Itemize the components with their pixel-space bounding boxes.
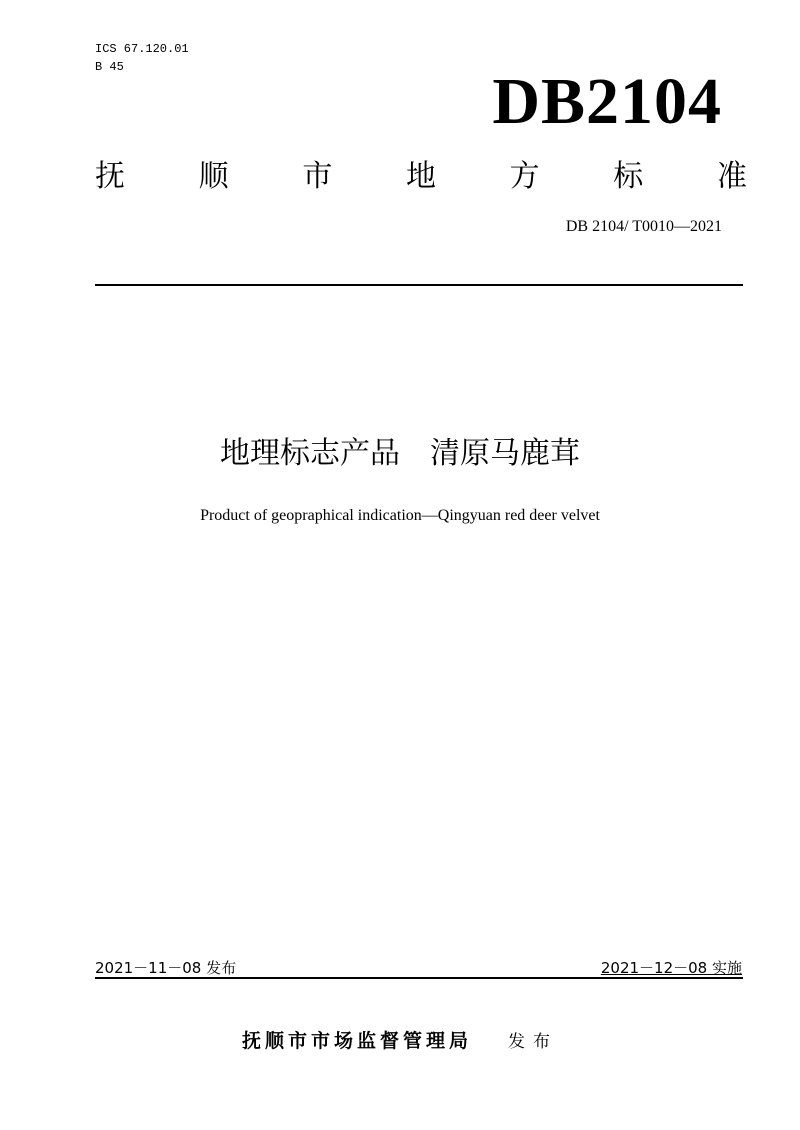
standard-number: DB 2104/ T0010—2021 bbox=[565, 218, 722, 235]
standard-type-title bbox=[95, 152, 747, 202]
org-title-char: 地 bbox=[405, 159, 436, 194]
org-title-char: 标 bbox=[613, 159, 644, 194]
org-title-char: 市 bbox=[302, 159, 333, 194]
implementation-date: 2021－12－08 实施 bbox=[600, 959, 742, 977]
standard-code-large: DB2104 bbox=[492, 65, 722, 138]
bottom-divider bbox=[95, 977, 743, 979]
issuer-line bbox=[0, 1026, 800, 1057]
ics-code: ICS 67.120.01 bbox=[95, 42, 189, 56]
top-divider bbox=[95, 284, 743, 286]
org-title-char: 抚 bbox=[95, 159, 125, 194]
org-title-char: 方 bbox=[509, 159, 540, 194]
issuing-authority: 抚顺市市场监督管理局 bbox=[241, 1030, 472, 1052]
document-title-chinese: 地理标志产品 清原马鹿茸 bbox=[220, 436, 580, 471]
document-title-english: Product of geopraphical indication—Qingyuan red deer velvet bbox=[200, 507, 600, 524]
classification-block bbox=[95, 40, 189, 76]
issue-label: 发布 bbox=[508, 1032, 558, 1052]
category-code: B 45 bbox=[95, 60, 124, 74]
org-title-char: 顺 bbox=[198, 159, 229, 194]
org-title-char: 准 bbox=[716, 159, 747, 194]
issue-date: 2021－11－08 发布 bbox=[95, 959, 237, 977]
